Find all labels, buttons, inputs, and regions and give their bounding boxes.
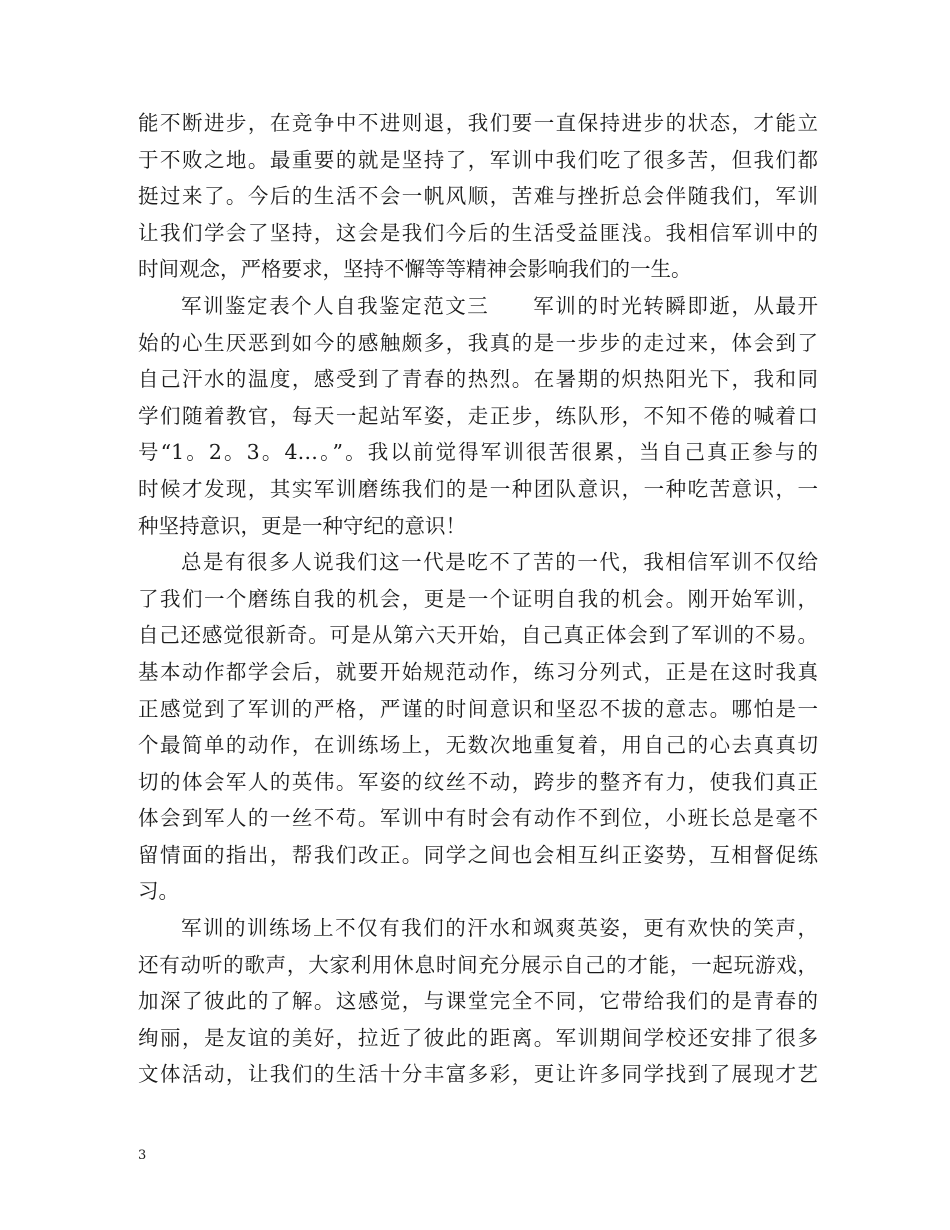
text-line: 文体活动，让我们的生活十分丰富多彩，更让许多同学找到了展现才艺 (138, 1062, 818, 1087)
text-line: 个最简单的动作，在训练场上，无数次地重复着，用自己的心去真真切 (138, 733, 818, 758)
text-line: 学们随着教官，每天一起站军姿，走正步，练队形，不知不倦的喊着口 (138, 403, 818, 428)
document-body (138, 105, 818, 1093)
text-line: 还有动听的歌声，大家利用休息时间充分展示自己的才能，一起玩游戏， (138, 952, 818, 977)
text-line: 自己汗水的温度，感受到了青春的热烈。在暑期的炽热阳光下，我和同 (138, 367, 818, 392)
text-line: 军训的训练场上不仅有我们的汗水和飒爽英姿，更有欢快的笑声， (181, 916, 818, 941)
text-line: 习。 (138, 879, 179, 904)
text-line: 总是有很多人说我们这一代是吃不了苦的一代，我相信军训不仅给 (181, 550, 818, 575)
text-line: 自己还感觉很新奇。可是从第六天开始，自己真正体会到了军训的不易。 (138, 623, 818, 648)
page-number: 3 (138, 1148, 147, 1163)
text-line: 挺过来了。今后的生活不会一帆风顺，苦难与挫折总会伴随我们，军训 (138, 184, 818, 209)
text-line: 军训鉴定表个人自我鉴定范文三 军训的时光转瞬即逝，从最开 (181, 293, 818, 318)
text-line: 时候才发现，其实军训磨练我们的是一种团队意识，一种吃苦意识，一 (138, 476, 818, 501)
text-line: 绚丽，是友谊的美好，拉近了彼此的距离。军训期间学校还安排了很多 (138, 1025, 818, 1050)
text-line: 于不败之地。最重要的就是坚持了，军训中我们吃了很多苦，但我们都 (138, 147, 818, 172)
text-line: 体会到军人的一丝不苟。军训中有时会有动作不到位，小班长总是毫不 (138, 806, 818, 831)
text-line: 了我们一个磨练自我的机会，更是一个证明自我的机会。刚开始军训， (138, 586, 818, 611)
text-line: 时间观念，严格要求，坚持不懈等等精神会影响我们的一生。 (138, 257, 692, 282)
text-line: 正感觉到了军训的严格，严谨的时间意识和坚忍不拔的意志。哪怕是一 (138, 696, 818, 721)
text-line: 种坚持意识，更是一种守纪的意识！ (138, 513, 466, 538)
text-line: 加深了彼此的了解。这感觉，与课堂完全不同，它带给我们的是青春的 (138, 989, 818, 1014)
text-line: 留情面的指出，帮我们改正。同学之间也会相互纠正姿势，互相督促练 (138, 842, 818, 867)
text-line: 基本动作都学会后，就要开始规范动作，练习分列式，正是在这时我真 (138, 659, 818, 684)
text-line: 号“1。2。3。4…。”。我以前觉得军训很苦很累，当自己真正参与的 (138, 440, 818, 465)
text-line: 能不断进步，在竞争中不进则退，我们要一直保持进步的状态，才能立 (138, 111, 818, 135)
text-line: 切的体会军人的英伟。军姿的纹丝不动，跨步的整齐有力，使我们真正 (138, 769, 818, 794)
text-line: 让我们学会了坚持，这会是我们今后的生活受益匪浅。我相信军训中的 (138, 220, 818, 245)
text-line: 始的心生厌恶到如今的感触颇多，我真的是一步步的走过来，体会到了 (138, 330, 818, 355)
